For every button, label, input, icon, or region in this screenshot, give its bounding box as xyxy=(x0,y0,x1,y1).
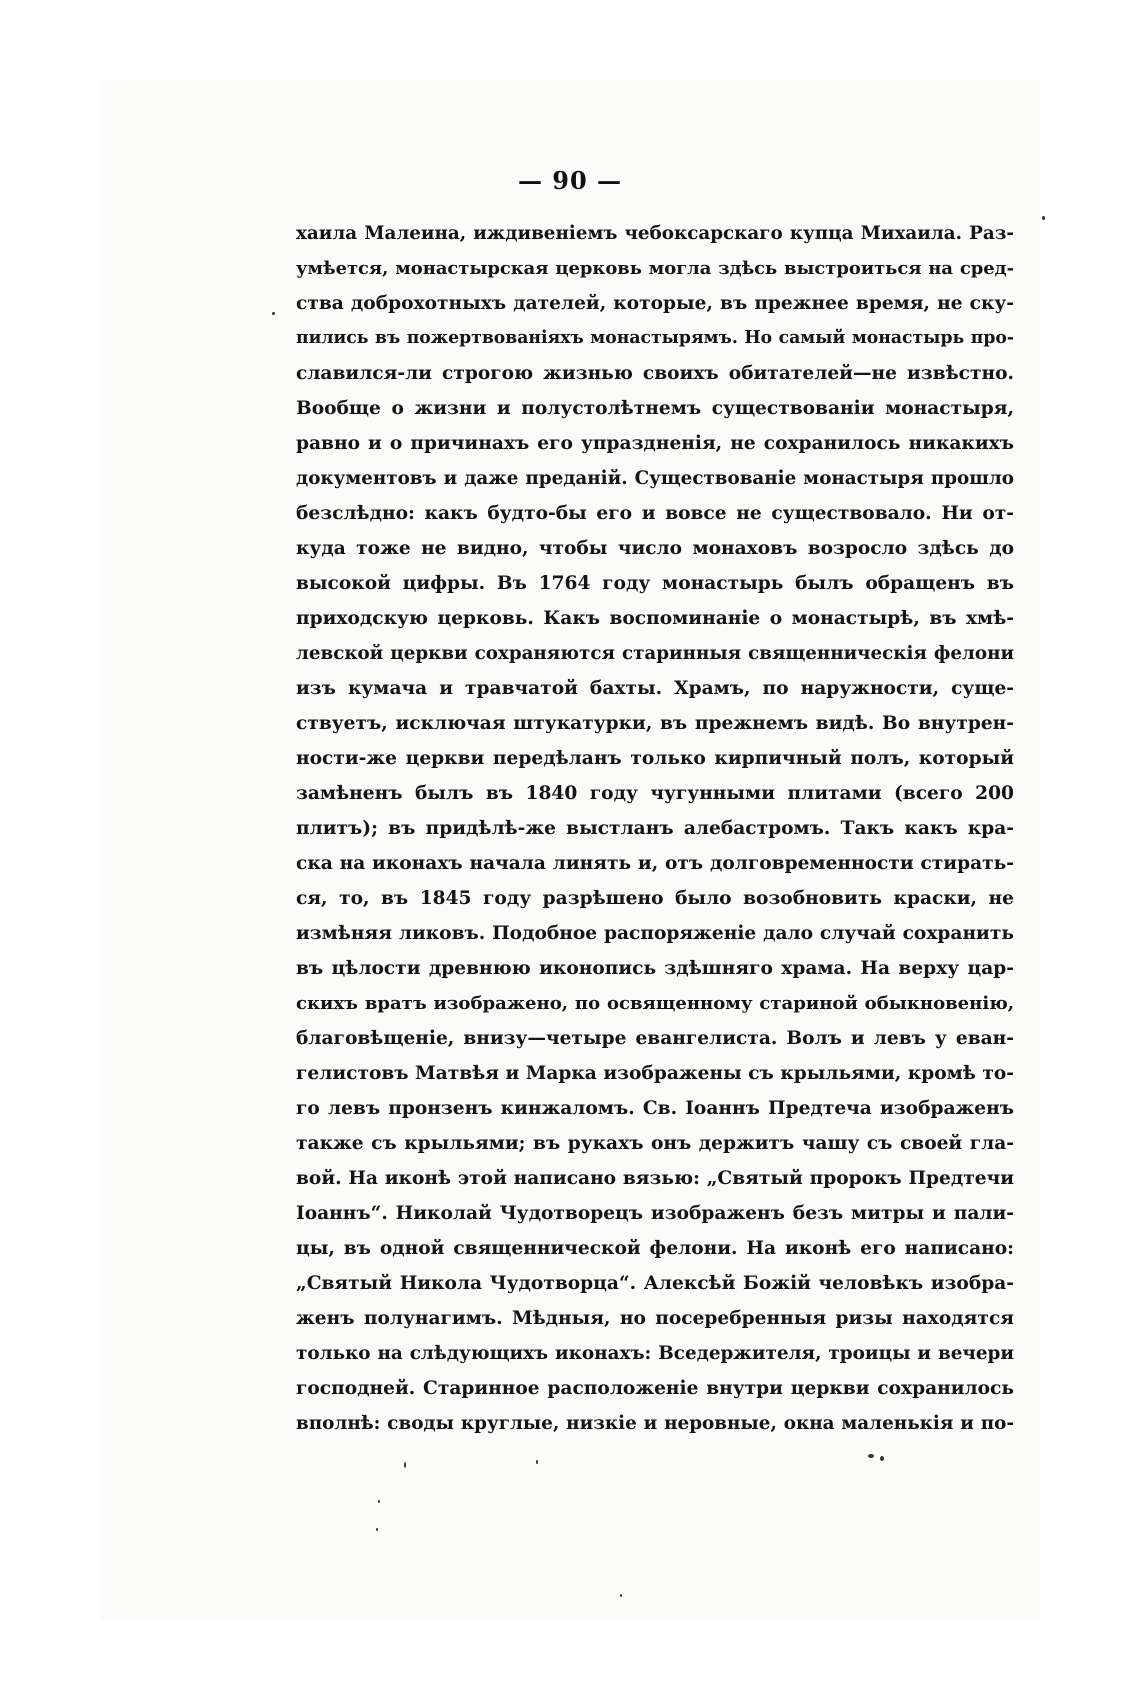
text-line: вой. На иконѣ этой написано вязью: „Святый пророкъ Предтечи xyxy=(296,1168,1014,1189)
text-line: „Святый Никола Чудотворца“. Алексѣй Божій человѣкъ изобра- xyxy=(296,1273,1014,1294)
text-line: безслѣдно: какъ будто-бы его и вовсе не существовало. Ни от- xyxy=(296,503,1014,524)
text-line: господней. Старинное расположеніе внутри церкви сохранилось xyxy=(296,1378,1014,1399)
text-line: только на слѣдующихъ иконахъ: Вседержителя, троицы и вечери xyxy=(296,1343,1014,1364)
text-line: хаила Малеина, иждивеніемъ чебоксарскаго купца Михаила. Раз- xyxy=(296,223,1014,244)
text-line: ся, то, въ 1845 году разрѣшено было возобновить краски, не xyxy=(296,888,1014,909)
scan-speck xyxy=(272,312,275,315)
text-line: ствуетъ, исключая штукатурки, въ прежнемъ видѣ. Во внутрен- xyxy=(296,713,1014,734)
text-line: гелистовъ Матвѣя и Марка изображены съ крыльями, кромѣ то- xyxy=(296,1063,1014,1084)
text-line: плитъ); въ придѣлѣ-же выстланъ алебастромъ. Такъ какъ кра- xyxy=(296,818,1014,839)
page-number: — 90 — xyxy=(517,166,623,195)
text-line: также съ крыльями; въ рукахъ онъ держитъ чашу съ своей гла- xyxy=(296,1133,1014,1154)
text-line: ска на иконахъ начала линять и, отъ долговременности стирать- xyxy=(296,853,1014,874)
text-line: въ цѣлости древнюю иконопись здѣшняго храма. На верху цар- xyxy=(296,958,1014,979)
text-line: высокой цифры. Въ 1764 году монастырь былъ обращенъ въ xyxy=(296,573,1014,594)
text-line: Іоаннъ“. Николай Чудотворецъ изображенъ безъ митры и пали- xyxy=(296,1203,1014,1224)
text-line: умѣется, монастырская церковь могла здѣсь выстроиться на сред- xyxy=(296,258,1014,279)
scan-speck xyxy=(376,1528,378,1531)
text-line: документовъ и даже преданій. Существованіе монастыря прошло xyxy=(296,468,1014,489)
scan-speck xyxy=(378,1500,380,1503)
text-line: пились въ пожертвованіяхъ монастырямъ. Но самый монастырь про- xyxy=(296,328,1014,348)
text-line: равно и о причинахъ его упраздненія, не сохранилось никакихъ xyxy=(296,433,1014,454)
body-text xyxy=(296,216,1014,1441)
scan-speck xyxy=(536,1460,538,1464)
scan-speck xyxy=(1042,216,1045,220)
scan-speck xyxy=(404,1462,406,1468)
text-line: вполнѣ: своды круглые, низкіе и неровные, окна маленькія и по- xyxy=(296,1413,1014,1434)
text-line: приходскую церковь. Какъ воспоминаніе о монастырѣ, въ хмѣ- xyxy=(296,608,1014,629)
text-line: скихъ вратъ изображено, по освященному стариной обыкновенію, xyxy=(296,993,1014,1014)
text-line: измѣняя ликовъ. Подобное распоряженіе дало случай сохранить xyxy=(296,923,1014,944)
text-line: славился-ли строгою жизнью своихъ обитателей—не извѣстно. xyxy=(296,363,1014,384)
text-line: Вообще о жизни и полустолѣтнемъ существованіи монастыря, xyxy=(296,398,1014,419)
text-line: левской церкви сохраняются старинныя священническія фелони xyxy=(296,643,1014,664)
text-line: изъ кумача и травчатой бахты. Храмъ, по наружности, суще- xyxy=(296,678,1014,699)
scan-speck xyxy=(620,1594,622,1597)
scan-speck xyxy=(880,1456,884,1461)
text-line: женъ полунагимъ. Мѣдныя, но посеребренныя ризы находятся xyxy=(296,1308,1014,1329)
text-line: го левъ пронзенъ кинжаломъ. Св. Іоаннъ Предтеча изображенъ xyxy=(296,1098,1014,1119)
text-line: цы, въ одной священнической фелони. На иконѣ его написано: xyxy=(296,1238,1014,1259)
scan-speck xyxy=(868,1454,874,1458)
text-line: ности-же церкви передѣланъ только кирпичный полъ, который xyxy=(296,748,1014,769)
text-line: ства доброхотныхъ дателей, которые, въ прежнее время, не ску- xyxy=(296,293,1014,314)
text-line: благовѣщеніе, внизу—четыре евангелиста. Волъ и левъ у еван- xyxy=(296,1028,1014,1049)
text-line: замѣненъ былъ въ 1840 году чугунными плитами (всего 200 xyxy=(296,783,1014,804)
text-line: куда тоже не видно, чтобы число монаховъ возросло здѣсь до xyxy=(296,538,1014,559)
